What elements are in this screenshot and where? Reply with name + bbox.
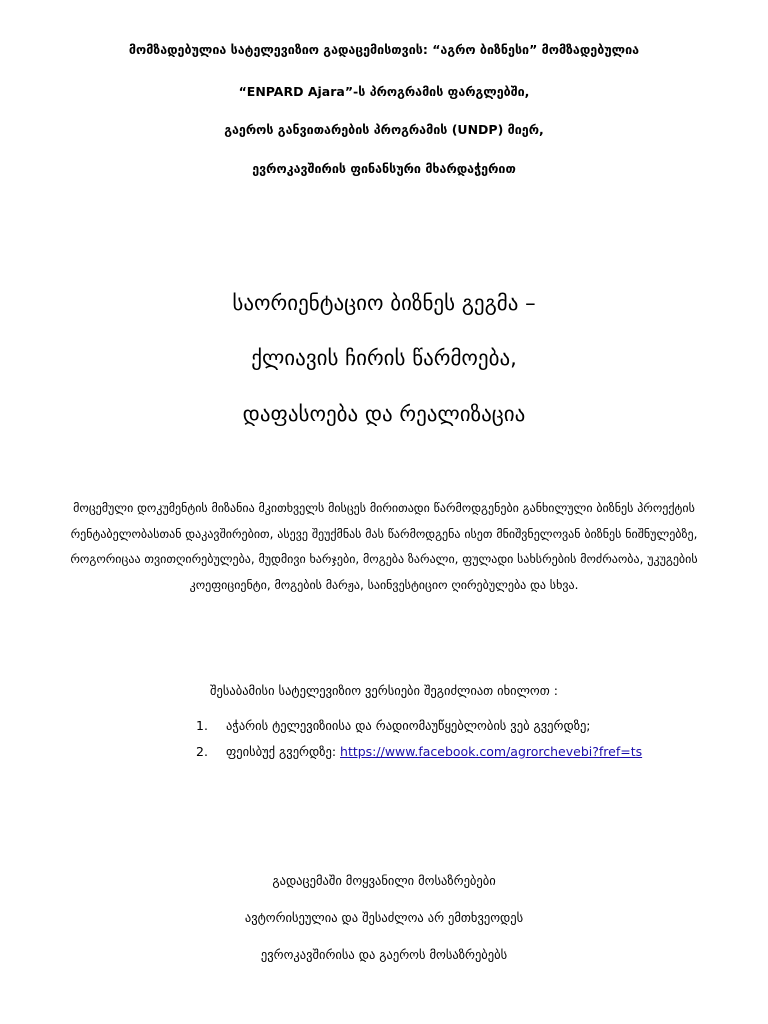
document-title-line-3: დაფასოება და რეალიზაცია [242,402,526,426]
purpose-paragraph [66,496,702,598]
list-item-label: ფეისბუქ გვერდზე: [225,744,341,759]
list-item [196,739,716,765]
purpose-paragraph-text: მოცემული დოკუმენტის მიზანია მკითხველს მისცეს მირითადი წარმოდგენები განხილული ბიზნეს პროექტის რენტაბელობასთან დაკავშირებით, ასევე შეუქმნას მას წარმოდგენა ისეთ მნიშვნელოვან ბიზნეს ნიშნულებზე, როგორიცაა თვითღირებულება, მუდმივი ხარჯები, მოგება ზარალი, ფულადი სახსრების მოძრაობა, უკუგების კოეფიციენტი, მოგების მარჟა, საინვესტიციო ღირებულება და სხვა. [70,501,698,592]
disclaimer-line-1: გადაცემაში მოყვანილი მოსაზრებები [272,873,496,888]
document-title-line-1: საორიენტაციო ბიზნეს გეგმა – [232,291,536,315]
header-line-2: “ENPARD Ajara”-ს პროგრამის ფარგლებში, [238,84,530,99]
versions-list [196,713,716,765]
list-item [196,713,716,739]
document-title-line-2: ქლიავის ჩირის წარმოება, [251,346,517,370]
facebook-link[interactable]: https://www.facebook.com/agrorchevebi?fref=ts [340,744,643,759]
disclaimer-line-3: ევროკავშირისა და გაეროს მოსაზრებებს [260,947,508,962]
disclaimer-line-2: ავტორისეულია და შესაძლოა არ ემთხვეოდეს [244,910,524,925]
header-line-1: მომზადებულია სატელევიზიო გადაცემისთვის: “აგრო ბიზნესი” მომზადებულია [128,42,640,57]
list-item-label: აჭარის ტელევიზიისა და რადიომაუწყებლობის ვებ გვერდზე; [225,718,591,733]
list-item-number: 2. [196,744,208,759]
header-line-4: ევროკავშირის ფინანსური მხარდაჭერით [252,161,516,176]
header-line-3: გაეროს განვითარების პროგრამის (UNDP) მიერ, [224,122,544,137]
list-item-number: 1. [196,718,208,733]
versions-intro: შესაბამისი სატელევიზიო ვერსიები შეგიძლიათ იხილოთ : [210,683,558,698]
